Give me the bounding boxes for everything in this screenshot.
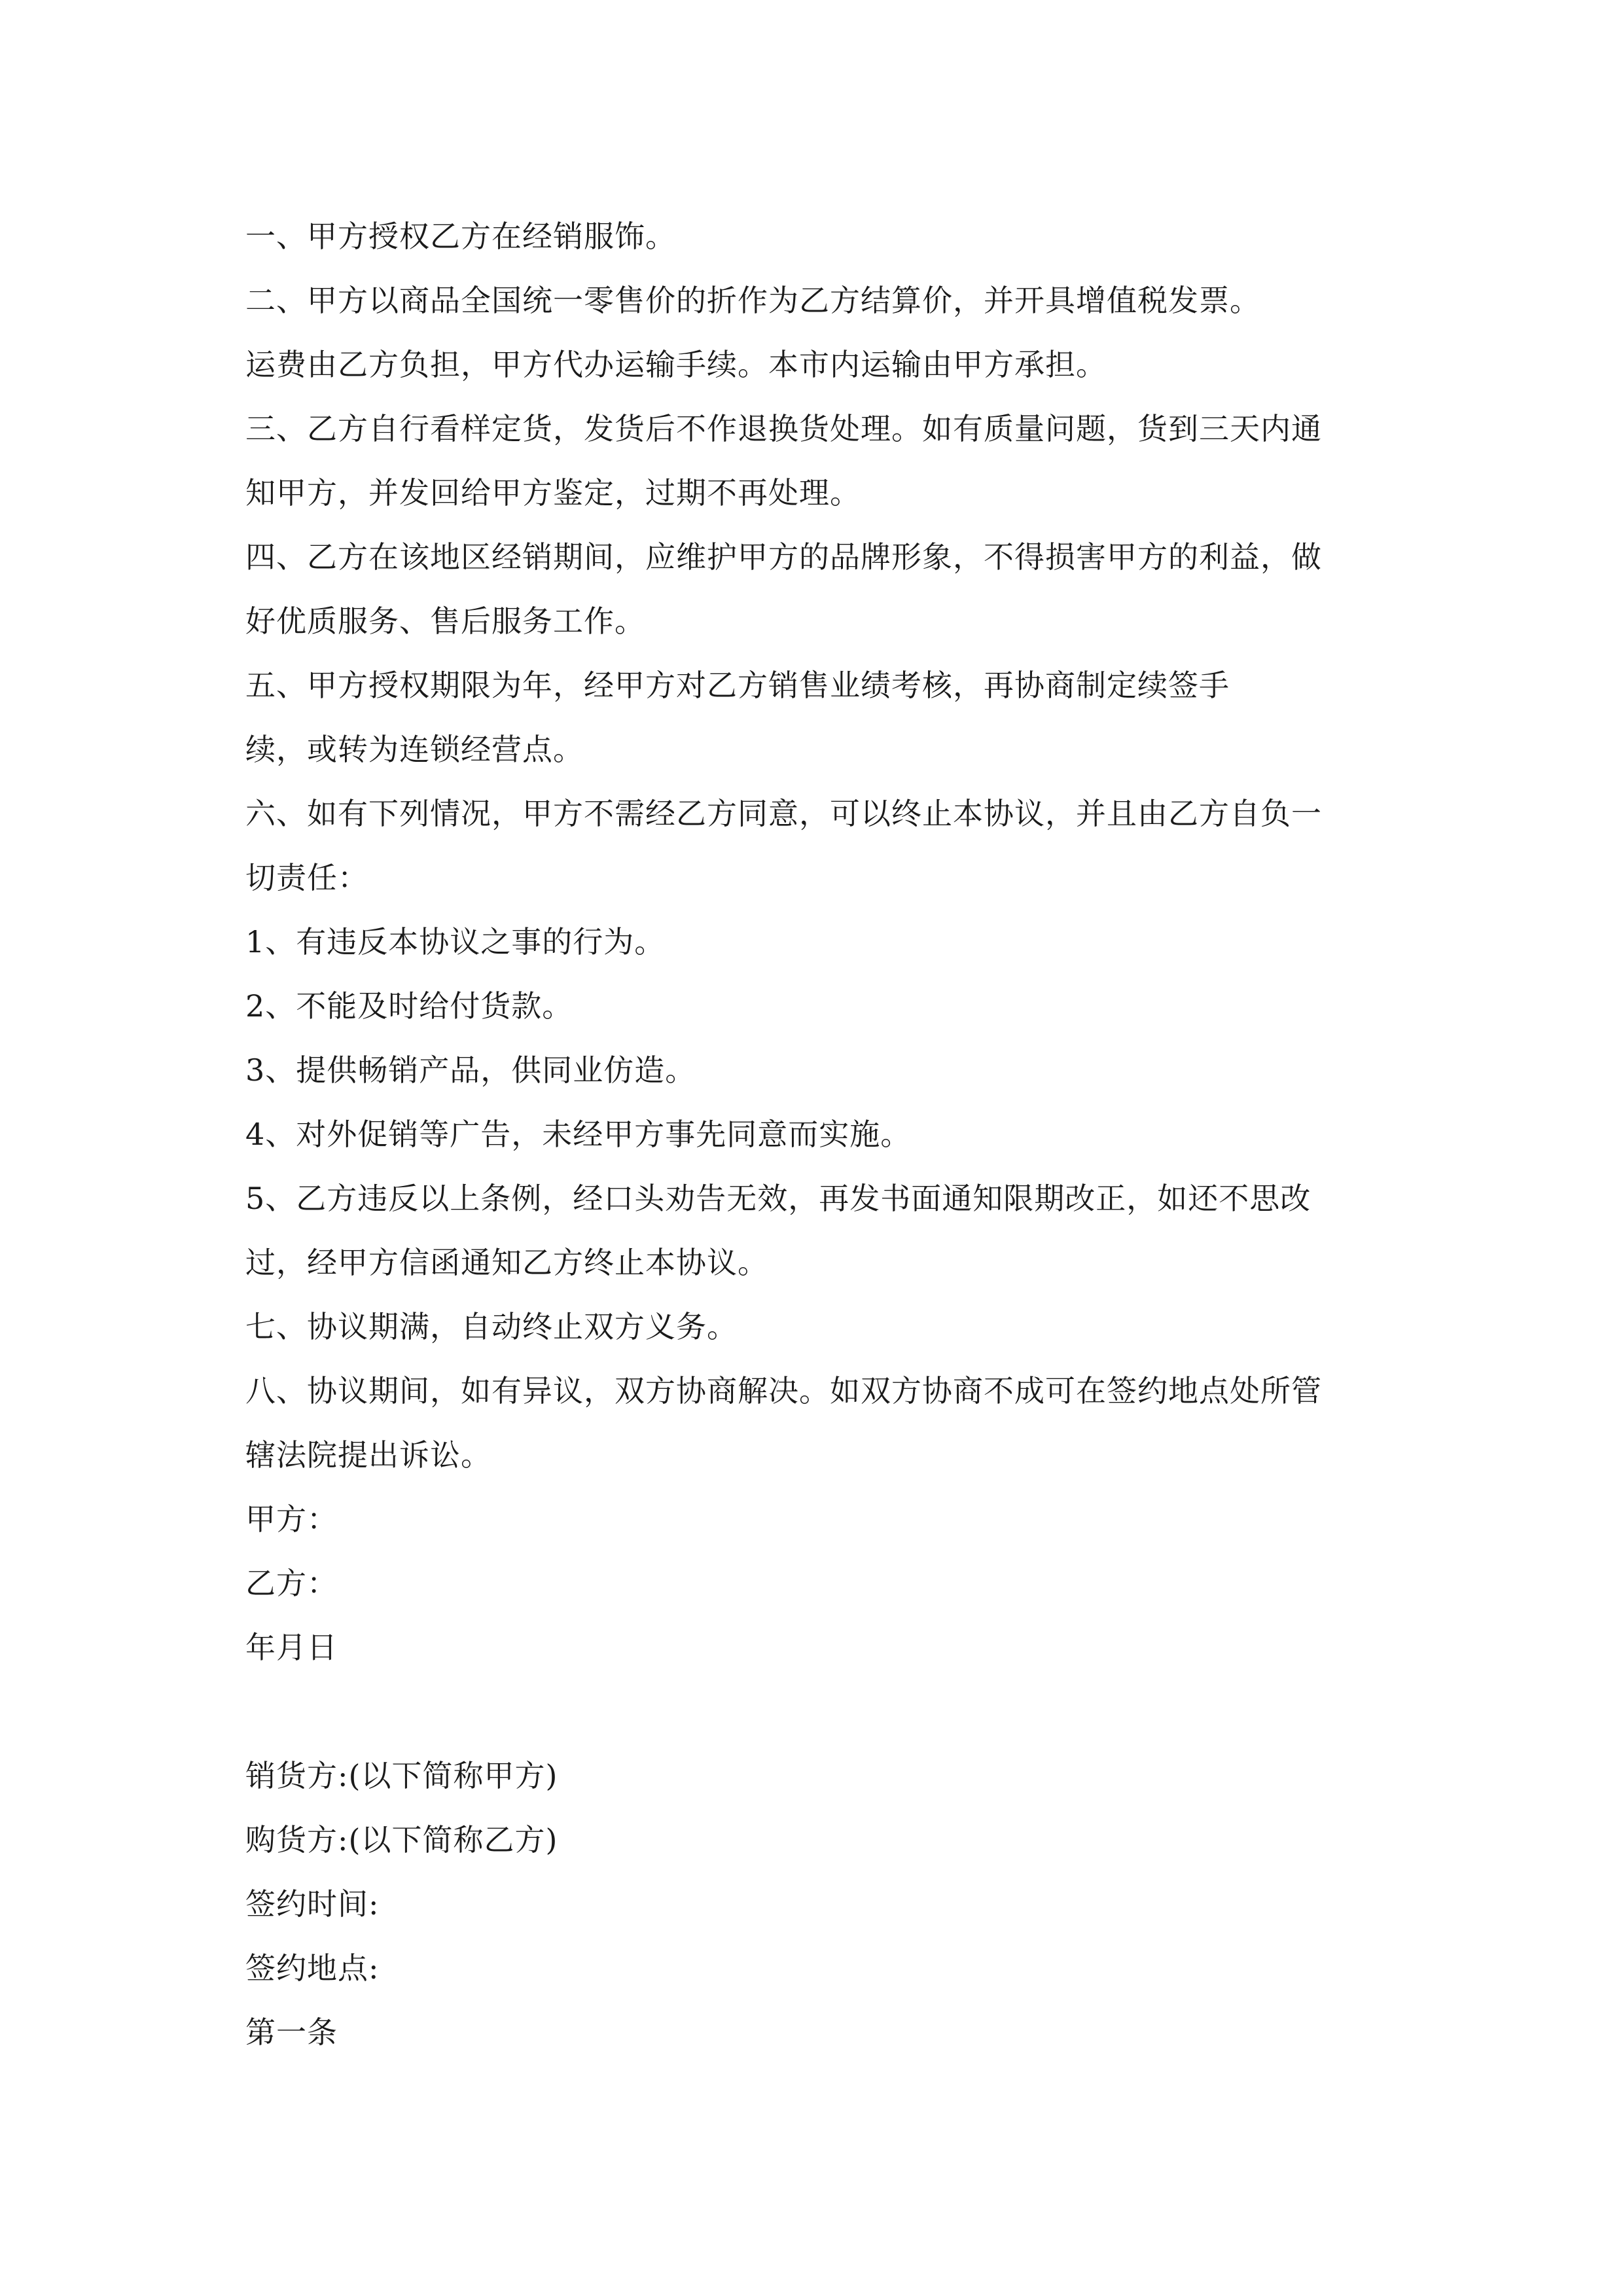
section-spacer (245, 1679, 1384, 1744)
sign-time-line (245, 1872, 1384, 1936)
clause-6-item-4: 4、对外促销等广告，未经甲方事先同意而实施。 (245, 1117, 912, 1152)
sign-place-label: 签约地点: (245, 1950, 380, 1986)
clause-8-continued: 辖法院提出诉讼。 (245, 1437, 491, 1473)
month-label: 月 (276, 1630, 307, 1665)
buyer-label: 购货方: (245, 1822, 349, 1857)
clause-3-continued: 知甲方，并发回给甲方鉴定，过期不再处理。 (245, 475, 861, 511)
clause-2 (245, 268, 1384, 332)
clause-2-text-a: 二、甲方以商品全国统一零售价的 (245, 283, 707, 318)
clause-6-item-1: 1、有违反本协议之事的行为。 (245, 924, 666, 960)
party-b-label: 乙方： (245, 1566, 338, 1601)
clause-6-item-2: 2、不能及时给付货款。 (245, 988, 573, 1024)
clause-6-item-3: 3、提供畅销产品，供同业仿造。 (245, 1052, 696, 1088)
clause-4-continued: 好优质服务、售后服务工作。 (245, 603, 645, 639)
clause-2-text-b: 折作为乙方结算价，并开具增值税发票。 (707, 283, 1260, 318)
article-1-heading: 第一条 (245, 2015, 338, 2050)
clause-6-item-5: 5、乙方违反以上条例，经口头劝告无效，再发书面通知限期改正，如还不思改 (245, 1181, 1311, 1216)
seller-line (245, 1744, 1384, 1808)
sign-place-line (245, 1936, 1384, 2000)
clause-1 (245, 204, 1384, 268)
clause-6-item-5-continued: 过，经甲方信函通知乙方终止本协议。 (245, 1245, 768, 1280)
clause-8: 八、协议期间，如有异议，双方协商解决。如双方协商不成可在签约地点处所管 (245, 1373, 1322, 1408)
year-label: 年 (245, 1630, 276, 1665)
clause-4: 四、乙方在该地区经销期间，应维护甲方的品牌形象，不得损害甲方的利益，做 (245, 539, 1322, 575)
buyer-line (245, 1808, 1384, 1872)
clause-6: 六、如有下列情况，甲方不需经乙方同意，可以终止本协议，并且由乙方自负一 (245, 796, 1322, 831)
seller-label: 销货方: (245, 1758, 349, 1793)
signature-date (245, 1615, 1384, 1679)
seller-note: (以下简称甲方) (348, 1758, 558, 1793)
clause-6-continued: 切责任： (245, 860, 368, 895)
party-b-signature (245, 1551, 1384, 1615)
sign-time-label: 签约时间: (245, 1886, 380, 1922)
document-body (245, 204, 1384, 2064)
clause-5-text-b: 年，经甲方对乙方销售业绩考核，再协商制定续签手 (522, 668, 1230, 703)
clause-5-text-a: 五、甲方授权期限为 (245, 668, 522, 703)
clause-5 (245, 653, 1384, 717)
clause-2-continued: 运费由乙方负担，甲方代办运输手续。本市内运输由甲方承担。 (245, 347, 1107, 382)
day-label: 日 (307, 1630, 338, 1665)
buyer-note: (以下简称乙方) (348, 1822, 558, 1857)
clause-1-text-b: 经销 (522, 219, 584, 254)
clause-7: 七、协议期满，自动终止双方义务。 (245, 1309, 738, 1344)
party-a-label: 甲方： (245, 1501, 338, 1537)
party-a-signature (245, 1487, 1384, 1551)
clause-3: 三、乙方自行看样定货，发货后不作退换货处理。如有质量问题，货到三天内通 (245, 411, 1322, 446)
clause-5-continued: 续，或转为连锁经营点。 (245, 732, 584, 767)
clause-1-text-a: 一、甲方授权乙方在 (245, 219, 522, 254)
clause-1-text-c: 服饰。 (584, 219, 676, 254)
